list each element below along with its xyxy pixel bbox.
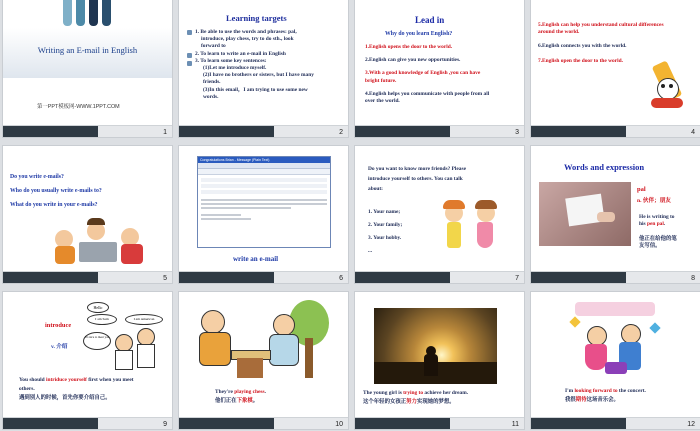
slide-2-body: 1. Be able to use the words and phrases: pal, introduce, play chess, try to do sth., look forward to 2. To learn to write an e-mail in English 3. To learn some key sentences: (1)Let me introduce myself. (2)I have no brothers or sisters, but I have many friends. (3)In this email，I am trying to use some new words. bbox=[195, 29, 314, 100]
slide-8-example-en: He is writing to his pen pal. bbox=[639, 214, 675, 228]
slide-number: 8 bbox=[691, 275, 695, 282]
slide-thumbnail-11[interactable] bbox=[355, 292, 524, 429]
slide-2-bullet-icon bbox=[187, 53, 192, 58]
introduction-cartoon: Hello I am Sam I am American It's nice to meet you bbox=[81, 302, 165, 370]
slide-thumbnail-2[interactable] bbox=[179, 0, 348, 137]
slide-9-word: introduce bbox=[45, 322, 72, 329]
concert-cartoon bbox=[565, 302, 665, 378]
sunset-girl-photo bbox=[374, 308, 497, 384]
slide-number: 9 bbox=[163, 421, 167, 428]
slide-thumbnail-1[interactable] bbox=[3, 0, 172, 137]
slide-2-heading: Learning targets bbox=[226, 13, 287, 23]
slide-8-meaning: n. 伙伴；朋友 bbox=[637, 198, 671, 204]
slide-3-heading: Lead in bbox=[415, 15, 445, 25]
slide-number: 2 bbox=[339, 129, 343, 136]
slide-2-bullet-icon bbox=[187, 30, 192, 35]
slide-4-points: 5.English can help you understand cultural differences around the world. 6.English connects you with the world. 7.English open the door to the world. bbox=[538, 22, 664, 64]
email-window-screenshot bbox=[197, 156, 331, 248]
slide-9-meaning: v. 介绍 bbox=[51, 344, 68, 350]
slide-number: 1 bbox=[163, 129, 167, 136]
slide-11-example: The young girl is trying to achieve her dream. 这个年轻的女孩正努力实现她的梦想。 bbox=[363, 390, 469, 405]
boy-girl-image bbox=[443, 198, 503, 264]
slide-number: 5 bbox=[163, 275, 167, 282]
slide-8-heading: Words and expression bbox=[564, 162, 645, 172]
pencil-mascot-image bbox=[643, 60, 693, 112]
slide-5-questions: Do you write e-mails? Who do you usually write e-mails to? What do you write in your e-mails? bbox=[10, 174, 102, 208]
slide-thumbnail-5[interactable] bbox=[3, 146, 172, 283]
slide-6-caption: write an e-mail bbox=[233, 255, 279, 263]
slide-thumbnail-3[interactable] bbox=[355, 0, 524, 137]
slide-10-example: They're playing chess. 他们正在下象棋。 bbox=[215, 389, 266, 404]
writing-letter-photo bbox=[539, 182, 631, 246]
slide-number: 12 bbox=[687, 421, 695, 428]
slide-1-pencils bbox=[63, 0, 111, 26]
slide-7-items: 1. Your name; 2. Your family; 3. Your hobby. ... bbox=[368, 209, 403, 254]
slide-thumbnail-10[interactable] bbox=[179, 292, 348, 429]
slide-thumbnail-12[interactable] bbox=[531, 292, 700, 429]
slide-1-title: Writing an E-mail in English bbox=[37, 45, 138, 55]
slide-thumbnail-8[interactable] bbox=[531, 146, 700, 283]
slide-3-points: 1.English opens the door to the world. 2.English can give you new opportunities. 3.With a good knowledge of English ,you can have bright future. 4.English helps you communicate with people from all over the world. bbox=[365, 44, 490, 105]
slide-7-intro: Do you want to know more friends? Please introduce yourself to others. You can talk about: bbox=[368, 166, 466, 192]
slide-8-example-zh: 他正在给他的笔 友写信。 bbox=[639, 236, 677, 250]
slide-thumbnail-9[interactable] bbox=[3, 292, 172, 429]
slide-number: 3 bbox=[515, 129, 519, 136]
slide-thumbnail-6[interactable] bbox=[179, 146, 348, 283]
email-window-titlebar: Congratulations Brian - Message (Plain Text) bbox=[198, 157, 330, 163]
slide-12-example: I'm looking forward to the concert. 我很期待这场音乐会。 bbox=[565, 388, 646, 403]
slide-number: 11 bbox=[511, 421, 519, 428]
slide-number: 10 bbox=[335, 421, 343, 428]
slide-number: 4 bbox=[691, 129, 695, 136]
kids-with-computer-image bbox=[51, 220, 145, 268]
playing-chess-cartoon bbox=[197, 298, 331, 380]
slide-1-site: 第一PPT模板网-WWW.1PPT.COM bbox=[37, 104, 120, 110]
slide-9-example: You should intriduce yourself first when you meet others. 遇到别人的时候，首先你要介绍自己。 bbox=[19, 377, 134, 401]
slide-2-bullet-icon bbox=[187, 61, 192, 66]
slide-8-word: pal bbox=[637, 186, 646, 193]
slide-3-question: Why do you learn English? bbox=[385, 31, 453, 37]
slide-thumbnail-7[interactable] bbox=[355, 146, 524, 283]
slide-number: 7 bbox=[515, 275, 519, 282]
slide-thumbnail-4[interactable] bbox=[531, 0, 700, 137]
slide-number: 6 bbox=[339, 275, 343, 282]
